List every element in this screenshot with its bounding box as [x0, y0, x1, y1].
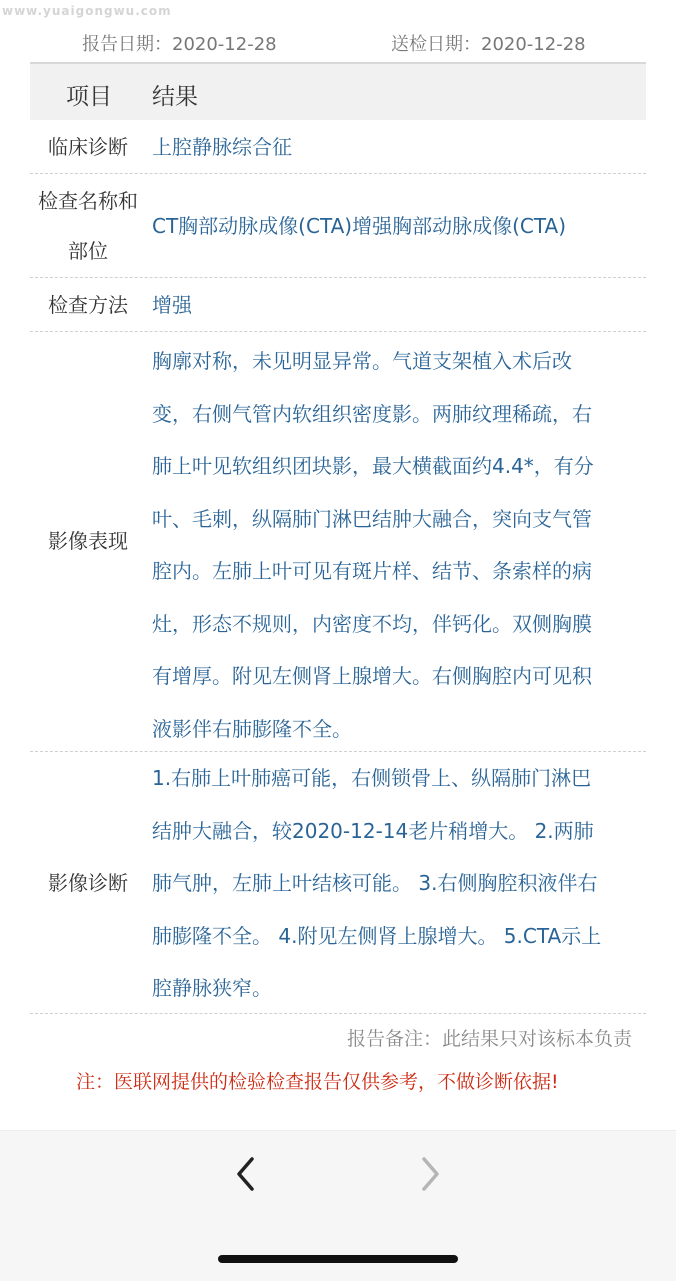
chevron-right-icon[interactable]	[414, 1155, 444, 1193]
table-row	[30, 174, 646, 278]
row-value: 上腔静脉综合征	[152, 135, 292, 159]
column-header-item: 项目	[66, 84, 112, 110]
row-label: 临床诊断	[48, 135, 128, 159]
chevron-left-icon[interactable]	[232, 1155, 262, 1193]
table-row	[30, 332, 646, 752]
row-value: 胸廓对称，未见明显异常。气道支架植入术后改 变，右侧气管内软组织密度影。两肺纹理稀疏，右 肺上叶见软组织团块影，最大横截面约4.4*，有分 叶、毛刺，纵隔肺门淋巴结肿大融合，突向支气管 腔内。左肺上叶可见有斑片样、结节、条索样的病 灶，形态不规则，内密度不均，伴钙化。双侧胸膜 有增厚。附见左侧肾上腺增大。右侧胸腔内可见积 液影伴右肺膨隆不全。	[152, 349, 594, 741]
cut-off-top-text	[0, 0, 676, 6]
watermark: www.yuaigongwu.com	[2, 4, 172, 18]
table-row	[30, 752, 646, 1014]
row-label: 检查方法	[48, 293, 128, 317]
report-note: 报告备注：此结果只对该标本负责	[346, 1028, 632, 1050]
row-label: 影像表现	[48, 529, 128, 553]
row-value: CT胸部动脉成像(CTA)增强胸部动脉成像(CTA)	[152, 214, 567, 238]
browser-toolbar	[0, 1130, 676, 1281]
home-indicator[interactable]	[218, 1255, 458, 1263]
table-header	[30, 64, 646, 120]
row-value: 增强	[152, 293, 192, 317]
row-value: 1.右肺上叶肺癌可能，右侧锁骨上、纵隔肺门淋巴 结肿大融合，较2020-12-14老片稍增大。 2.两肺 肺气肿，左肺上叶结核可能。 3.右侧胸腔积液伴右 肺膨隆不全。 4.附见左侧肾上腺增大。 5.CTA示上 腔静脉狭窄。	[152, 766, 602, 1000]
report-date: 报告日期：2020-12-28	[82, 34, 277, 55]
report-dates	[0, 30, 676, 55]
table-row	[30, 278, 646, 332]
send-date: 送检日期：2020-12-28	[391, 34, 586, 55]
row-label: 影像诊断	[48, 871, 128, 895]
row-label: 检查名称和 部位	[38, 189, 138, 263]
table-row	[30, 120, 646, 174]
disclaimer: 注：医联网提供的检验检查报告仅供参考，不做诊断依据!	[76, 1071, 559, 1093]
column-header-result: 结果	[152, 84, 198, 110]
